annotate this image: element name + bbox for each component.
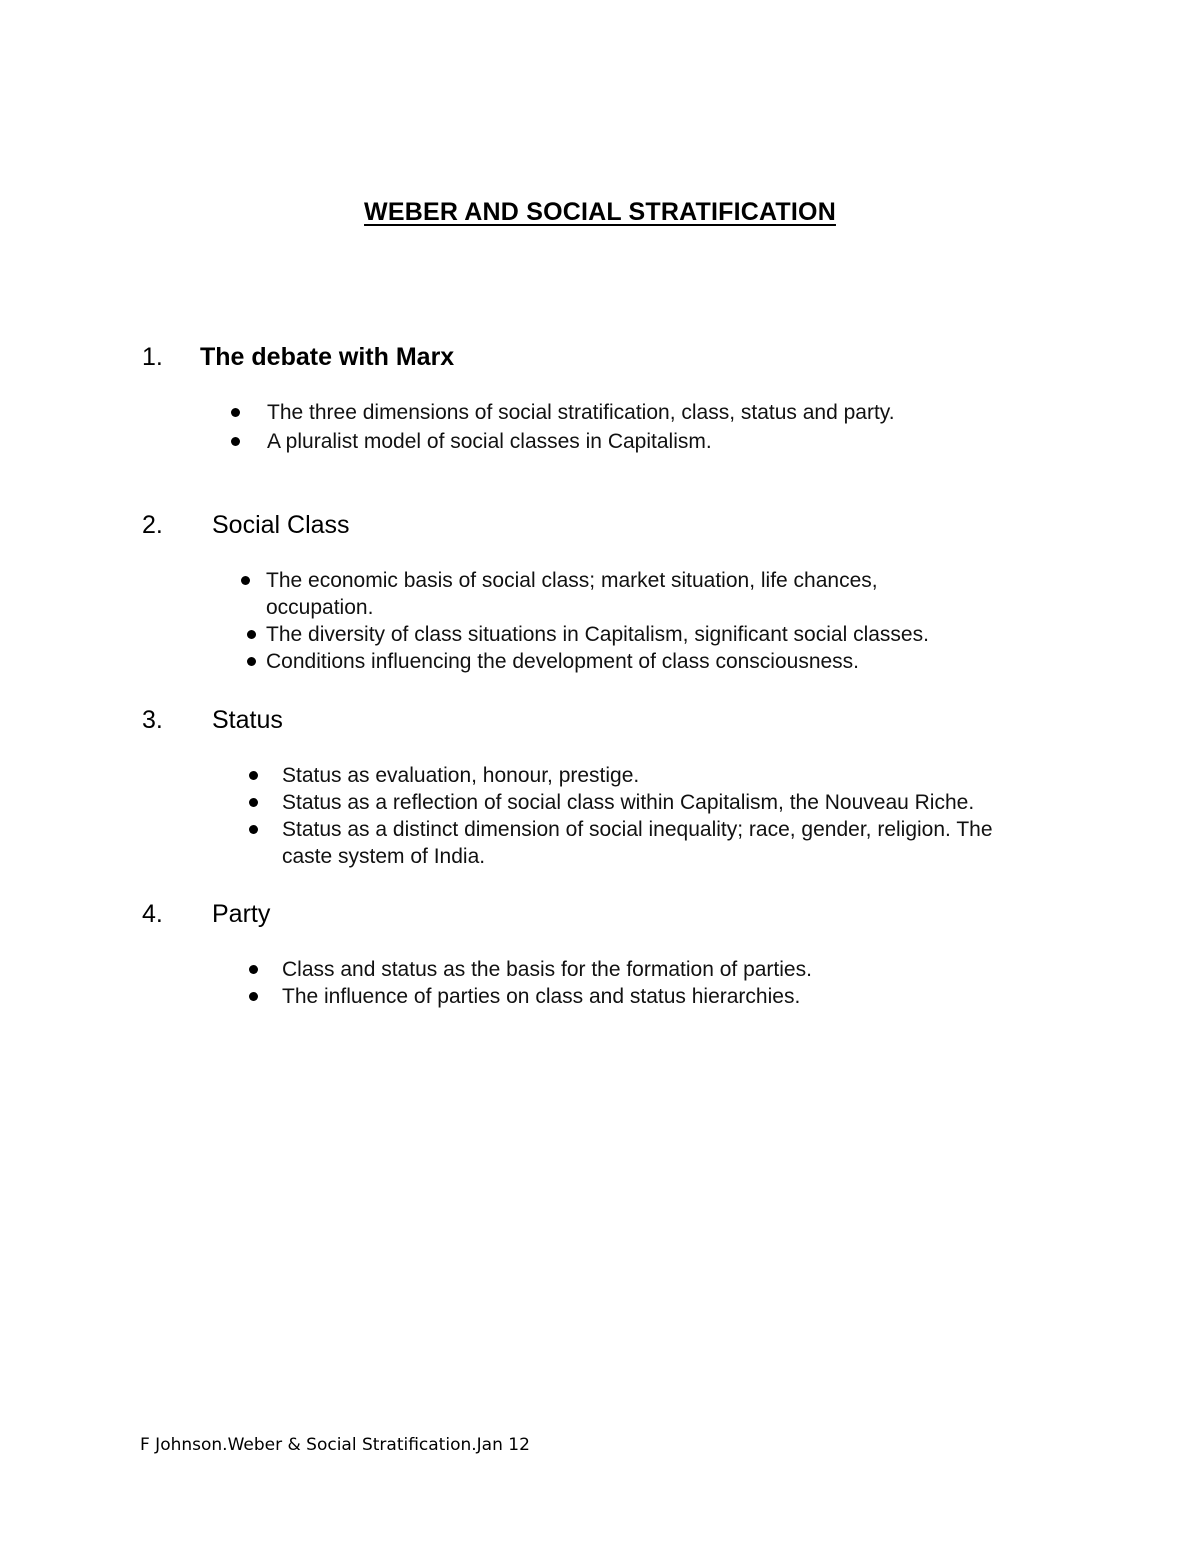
list-item [266, 567, 986, 621]
list-item [267, 428, 1067, 455]
bullet-text: Status as a reflection of social class within Capitalism, the Nouveau Riche. [282, 791, 975, 814]
section-title: Social Class [212, 511, 350, 539]
list-item [282, 983, 1072, 1010]
bullet-text: The three dimensions of social stratification, class, status and party. [267, 401, 895, 424]
section-number: 2. [142, 511, 163, 539]
bullet-icon [249, 992, 258, 1001]
bullet-icon [249, 771, 258, 780]
bullet-text: Status as a distinct dimension of social inequality; race, gender, religion. The caste system of India. [282, 818, 993, 868]
bullet-icon [249, 965, 258, 974]
bullet-list [282, 762, 1072, 870]
section-number: 4. [142, 900, 163, 928]
bullet-text: The economic basis of social class; market situation, life chances, occupation. [266, 569, 878, 619]
list-item [282, 816, 1042, 870]
list-item [282, 789, 1072, 816]
bullet-text: A pluralist model of social classes in Capitalism. [267, 430, 712, 453]
section-number: 1. [142, 343, 163, 371]
list-item [282, 762, 1072, 789]
bullet-list [267, 399, 1067, 455]
bullet-text: The influence of parties on class and status hierarchies. [282, 985, 801, 1008]
bullet-icon [247, 657, 256, 666]
bullet-text: Class and status as the basis for the formation of parties. [282, 958, 812, 981]
bullet-icon [231, 408, 240, 417]
list-item [266, 621, 986, 648]
page-footer: F Johnson.Weber & Social Stratification.Jan 12 [140, 1435, 530, 1455]
list-item [266, 648, 986, 675]
document-title: WEBER AND SOCIAL STRATIFICATION [364, 198, 836, 226]
section-title: Party [212, 900, 271, 928]
bullet-text: The diversity of class situations in Capitalism, significant social classes. [266, 623, 929, 646]
section-number: 3. [142, 706, 163, 734]
bullet-text: Conditions influencing the development of class consciousness. [266, 650, 860, 673]
bullet-list [282, 956, 1072, 1010]
section-title: Status [212, 706, 283, 734]
bullet-icon [231, 437, 240, 446]
bullet-list [266, 567, 986, 675]
section-title: The debate with Marx [200, 343, 455, 371]
bullet-text: Status as evaluation, honour, prestige. [282, 764, 640, 787]
list-item [267, 399, 1067, 426]
bullet-icon [249, 825, 258, 834]
bullet-icon [247, 630, 256, 639]
bullet-icon [241, 576, 250, 585]
list-item [282, 956, 1072, 983]
bullet-icon [249, 798, 258, 807]
